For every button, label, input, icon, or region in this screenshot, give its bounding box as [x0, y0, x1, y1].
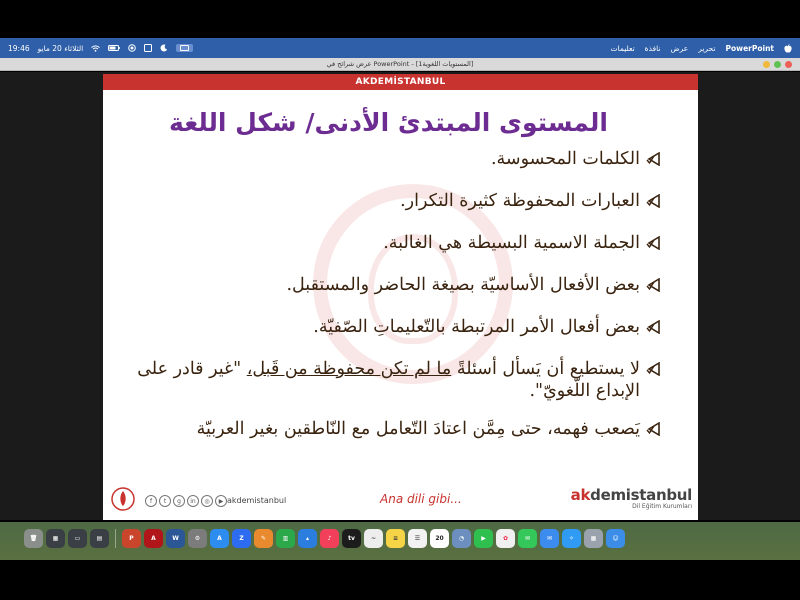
dock-separator — [115, 529, 116, 548]
menu-window[interactable]: نافذة — [644, 43, 661, 53]
social-links — [145, 495, 227, 507]
dock — [0, 522, 800, 560]
screen-record-icon[interactable] — [128, 44, 136, 52]
window-title: عرض شرائح في PowerPoint - [المستويات اللغوية1] — [326, 60, 474, 68]
battery-icon[interactable] — [108, 45, 120, 51]
dock-items — [24, 529, 625, 548]
brand-name-rest: demistanbul — [590, 486, 692, 504]
control-center-icon[interactable] — [144, 44, 152, 52]
tv-icon[interactable]: tv — [342, 529, 361, 548]
window-title-bar — [0, 58, 800, 71]
youtube-icon[interactable]: ▶ — [215, 495, 227, 507]
keynote-icon[interactable]: ▴ — [298, 529, 317, 548]
window-controls — [763, 61, 792, 68]
linkedin-icon[interactable]: in — [187, 495, 199, 507]
bullet-text: الجملة الاسمية البسيطة هي الغالبة. — [383, 233, 640, 253]
check-arrow-bullet-icon — [646, 236, 660, 250]
bullet-item — [120, 190, 660, 212]
safari-icon[interactable]: ✧ — [562, 529, 581, 548]
trash-icon[interactable]: 🗑 — [24, 529, 43, 548]
music-icon[interactable]: ♪ — [320, 529, 339, 548]
photos-icon[interactable]: ✿ — [496, 529, 515, 548]
app-menus — [611, 38, 792, 58]
slide-header-bar: AKDEMİSTANBUL — [103, 74, 698, 90]
slide-title: المستوى المبتدئ الأدنى/ شكل اللغة — [169, 108, 608, 137]
preview-icon[interactable]: ◔ — [452, 529, 471, 548]
bullet-item — [120, 418, 660, 440]
menu-edit[interactable]: تحرير — [698, 43, 716, 53]
notes-icon[interactable]: ≡ — [386, 529, 405, 548]
slide[interactable] — [103, 74, 698, 520]
twitter-icon[interactable]: t — [159, 495, 171, 507]
instagram-icon[interactable]: ◎ — [201, 495, 213, 507]
acrobat-icon[interactable]: A — [144, 529, 163, 548]
bullet-text: بعض أفعال الأمر المرتبطة بالتّعليماتِ الصّفيّة. — [313, 317, 640, 337]
finder-icon[interactable]: ☺ — [606, 529, 625, 548]
freeform-icon[interactable]: ~ — [364, 529, 383, 548]
close-button[interactable] — [785, 61, 792, 68]
bullet-text: العبارات المحفوظة كثيرة التكرار. — [400, 191, 640, 211]
powerpoint-icon[interactable]: P — [122, 529, 141, 548]
bullet-item — [120, 232, 660, 254]
mail-icon[interactable]: ✉ — [540, 529, 559, 548]
finder-window-icon[interactable]: ▦ — [46, 529, 65, 548]
app-menu-powerpoint[interactable]: PowerPoint — [725, 43, 774, 53]
bullet-text: بعض الأفعال الأساسيّة بصيغة الحاضر والمستقبل. — [286, 275, 640, 295]
zoom-icon[interactable]: Z — [232, 529, 251, 548]
menu-help[interactable]: تعليمات — [610, 43, 635, 53]
check-arrow-bullet-icon — [646, 152, 660, 166]
bullet-item — [120, 358, 660, 402]
bullet-text: لا يستطيع أن يَسأل أسئلةً — [451, 359, 640, 379]
reminders-icon[interactable]: ☰ — [408, 529, 427, 548]
brand-name-ak: ak — [570, 486, 591, 504]
brand-subtitle: Dil Eğitim Kurumları — [632, 503, 692, 510]
app-store-icon[interactable]: A — [210, 529, 229, 548]
minimize-button[interactable] — [763, 61, 770, 68]
menu-view[interactable]: عرض — [670, 43, 689, 53]
slogan: Ana dili gibi... — [380, 492, 462, 506]
facetime-icon[interactable]: ▶ — [474, 529, 493, 548]
keyboard-input-icon[interactable] — [176, 44, 193, 52]
check-arrow-bullet-icon — [646, 320, 660, 334]
menu-bar — [0, 38, 800, 58]
window-thumbnail-icon[interactable]: ▤ — [90, 529, 109, 548]
pages-icon[interactable]: ✎ — [254, 529, 273, 548]
messages-icon[interactable]: ✉ — [518, 529, 537, 548]
check-arrow-bullet-icon — [646, 278, 660, 292]
word-icon[interactable]: W — [166, 529, 185, 548]
clock[interactable]: 19:46 — [8, 43, 30, 53]
social-handle: akdemistanbul — [227, 496, 287, 505]
calendar-icon[interactable]: 20 — [430, 529, 449, 548]
screen-icon[interactable]: ▭ — [68, 529, 87, 548]
bullet-text: يَصعب فهمه، حتى مِمَّن اعتادَ التّعامل مع النّاطقين بغير العربيّة — [196, 419, 640, 439]
numbers-icon[interactable]: ▥ — [276, 529, 295, 548]
zoom-button[interactable] — [774, 61, 781, 68]
wifi-icon[interactable] — [91, 45, 100, 52]
system-settings-icon[interactable]: ⚙ — [188, 529, 207, 548]
bullet-list — [120, 148, 660, 460]
check-arrow-bullet-icon — [646, 362, 660, 376]
focus-moon-icon[interactable] — [160, 44, 168, 52]
bullet-text-continued: "غير قادر على الإبداع اللّغويّ". — [137, 359, 640, 401]
bullet-item — [120, 148, 660, 170]
slide-footer — [103, 480, 698, 520]
bullet-item — [120, 274, 660, 296]
date[interactable]: الثلاثاء 20 مايو — [37, 43, 84, 53]
apple-menu-icon[interactable] — [784, 44, 792, 53]
brand-logo — [571, 486, 692, 510]
facebook-icon[interactable]: f — [145, 495, 157, 507]
bullet-text: الكلمات المحسوسة. — [490, 149, 640, 169]
bullet-underlined-text: ما لم تكن محفوظة من قَبل، — [246, 359, 452, 379]
akdemistanbul-logo-icon — [111, 486, 135, 512]
bullet-item — [120, 316, 660, 338]
google-plus-icon[interactable]: g — [173, 495, 185, 507]
launchpad-icon[interactable]: ▦ — [584, 529, 603, 548]
check-arrow-bullet-icon — [646, 194, 660, 208]
check-arrow-bullet-icon — [646, 422, 660, 436]
status-area — [8, 38, 193, 58]
